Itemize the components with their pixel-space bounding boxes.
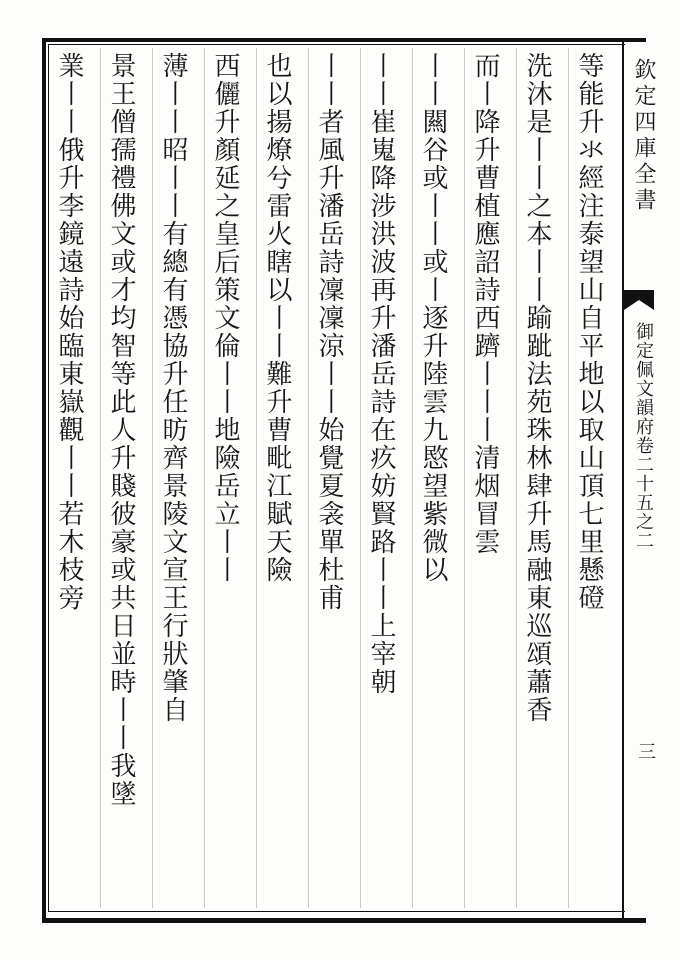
column-rule	[568, 48, 569, 908]
column-rule	[412, 48, 413, 908]
column-rule	[464, 48, 465, 908]
text-column: 景王僧孺禮佛文或才均智等此人升賤彼豪或共日並時丨丨我墜	[106, 52, 136, 808]
column-rule	[152, 48, 153, 908]
column-rule	[360, 48, 361, 908]
column-rule	[516, 48, 517, 908]
text-column: 薄丨丨昭丨丨有總有憑協升任昉齊景陵文宣王行狀肇自	[158, 52, 188, 724]
column-rule	[256, 48, 257, 908]
column-rule	[204, 48, 205, 908]
fish-tail-mark	[624, 290, 654, 310]
text-column: 等能升氺經注泰望山自平地以取山頂七里懸磴	[574, 52, 604, 612]
text-column: 丨丨崔嵬降涉洪波再升潘岳詩在疚妨賢路丨丨上宰朝	[366, 52, 396, 696]
column-rule	[308, 48, 309, 908]
text-column: 丨丨者風升潘岳詩凜凜涼丨丨始覺夏衾單杜甫	[314, 52, 344, 612]
text-column: 西儷升顏延之皇后策文倫丨丨地險岳立丨丨	[210, 52, 240, 584]
column-rule	[100, 48, 101, 908]
text-column: 而丨降升曹植應詔詩西躋丨丨丨清烟冒雲	[470, 52, 500, 556]
chapter-label: 御定佩文韻府卷二十五之二	[633, 322, 654, 550]
text-column: 業丨丨俄升李鏡遠詩始臨東嶽觀丨丨若木枝旁	[54, 52, 84, 612]
book-title: 欽定四庫全書	[631, 58, 656, 214]
text-column: 丨丨闗谷或丨丨或丨逐升陸雲九愍望紫微以	[418, 52, 448, 584]
text-column: 也以揚燎兮雷火瞎以丨丨難升曹毗江賦天險	[262, 52, 292, 584]
text-column: 洗沐是丨丨之本丨丨踰跐法苑珠林肆升馬融東巡頌蕭香	[522, 52, 552, 724]
page-number: 三	[635, 742, 656, 760]
margin-rule	[622, 38, 624, 918]
